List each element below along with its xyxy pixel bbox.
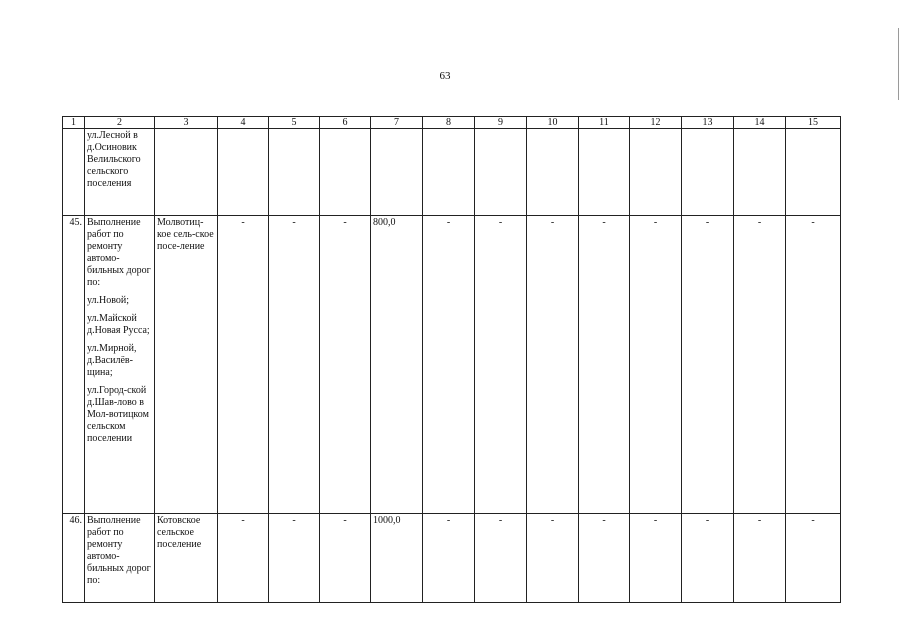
row-number: 46. xyxy=(63,514,85,603)
value-cell-col-14: - xyxy=(734,216,786,514)
row-number xyxy=(63,129,85,216)
work-line: ул.Город-ской д.Шав-лово в Мол-вотицком сельском поселении xyxy=(87,385,149,444)
value-cell-col-6: - xyxy=(320,216,371,514)
column-number-10: 10 xyxy=(527,117,579,129)
value-cell-col-9 xyxy=(475,129,527,216)
work-line: Выполнение работ по ремонту автомо-бильных дорог по: xyxy=(87,217,151,288)
settlement-name: Котовское сельское поселение xyxy=(155,514,218,603)
table-row xyxy=(63,514,841,603)
value-cell-col-13: - xyxy=(682,216,734,514)
value-cell-col-5 xyxy=(269,129,320,216)
work-line: ул.Майской д.Новая Русса; xyxy=(87,313,150,336)
value-cell-col-4: - xyxy=(218,216,269,514)
column-number-15: 15 xyxy=(786,117,841,129)
value-cell-col-5: - xyxy=(269,216,320,514)
value-cell-col-10: - xyxy=(527,514,579,603)
column-number-2: 2 xyxy=(85,117,155,129)
value-cell-col-12: - xyxy=(630,216,682,514)
value-cell-col-13: - xyxy=(682,514,734,603)
column-number-4: 4 xyxy=(218,117,269,129)
value-cell-col-14: - xyxy=(734,514,786,603)
value-cell-col-7: 1000,0 xyxy=(371,514,423,603)
work-line: ул.Мирной, д.Василёв-щина; xyxy=(87,343,137,378)
column-number-5: 5 xyxy=(269,117,320,129)
value-cell-col-5: - xyxy=(269,514,320,603)
value-cell-col-7 xyxy=(371,129,423,216)
value-cell-col-11: - xyxy=(579,514,630,603)
value-cell-col-13 xyxy=(682,129,734,216)
column-number-12: 12 xyxy=(630,117,682,129)
page-number: 63 xyxy=(439,70,451,82)
value-cell-col-4: - xyxy=(218,514,269,603)
value-cell-col-10: - xyxy=(527,216,579,514)
table-row xyxy=(63,129,841,216)
value-cell-col-10 xyxy=(527,129,579,216)
column-number-7: 7 xyxy=(371,117,423,129)
value-cell-col-11: - xyxy=(579,216,630,514)
value-cell-col-14 xyxy=(734,129,786,216)
work-description xyxy=(85,129,155,216)
column-number-13: 13 xyxy=(682,117,734,129)
value-cell-col-8: - xyxy=(423,514,475,603)
work-description xyxy=(85,216,155,514)
value-cell-col-8 xyxy=(423,129,475,216)
work-line: Выполнение работ по ремонту автомо-бильных дорог по: xyxy=(87,515,151,586)
value-cell-col-15 xyxy=(786,129,841,216)
column-number-8: 8 xyxy=(423,117,475,129)
value-cell-col-11 xyxy=(579,129,630,216)
work-line: ул.Новой; xyxy=(87,295,130,306)
value-cell-col-8: - xyxy=(423,216,475,514)
column-number-6: 6 xyxy=(320,117,371,129)
value-cell-col-9: - xyxy=(475,216,527,514)
value-cell-col-4 xyxy=(218,129,269,216)
column-number-1: 1 xyxy=(63,117,85,129)
column-number-3: 3 xyxy=(155,117,218,129)
work-line: ул.Лесной в д.Осиновик Велильского сельского поселения xyxy=(87,130,141,189)
table-row xyxy=(63,216,841,514)
work-description xyxy=(85,514,155,603)
value-cell-col-9: - xyxy=(475,514,527,603)
scan-edge-line xyxy=(898,28,899,100)
column-number-9: 9 xyxy=(475,117,527,129)
value-cell-col-15: - xyxy=(786,514,841,603)
row-number: 45. xyxy=(63,216,85,514)
value-cell-col-6 xyxy=(320,129,371,216)
settlement-name: Молвотиц-кое сель-ское посе-ление xyxy=(155,216,218,514)
budget-table xyxy=(62,116,841,603)
value-cell-col-15: - xyxy=(786,216,841,514)
column-number-11: 11 xyxy=(579,117,630,129)
value-cell-col-7: 800,0 xyxy=(371,216,423,514)
value-cell-col-12 xyxy=(630,129,682,216)
value-cell-col-12: - xyxy=(630,514,682,603)
column-number-14: 14 xyxy=(734,117,786,129)
value-cell-col-6: - xyxy=(320,514,371,603)
settlement-name xyxy=(155,129,218,216)
column-number-row xyxy=(63,117,841,129)
